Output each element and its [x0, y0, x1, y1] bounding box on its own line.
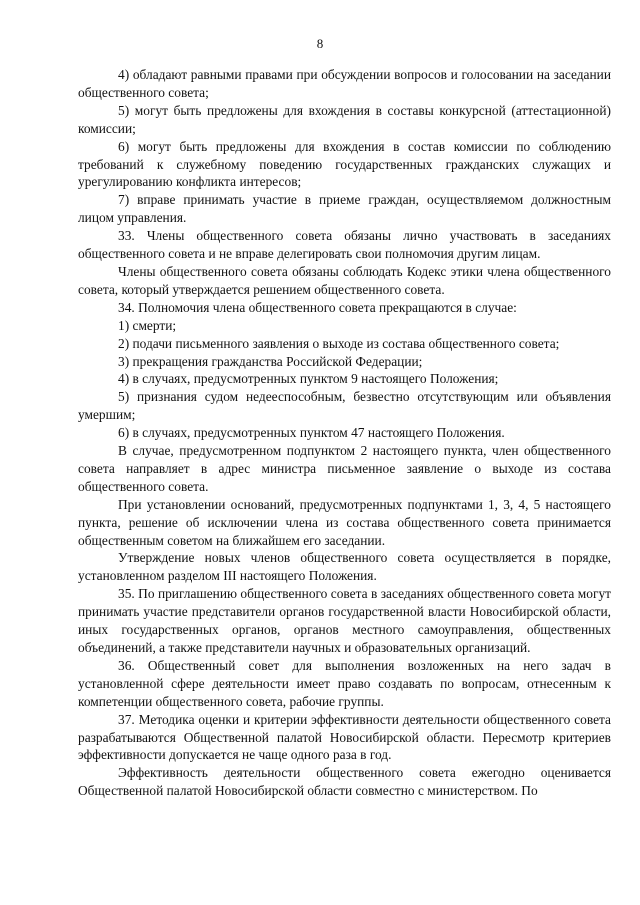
paragraph: Эффективность деятельности общественного совета ежегодно оценивается Общественной палатой Новосибирской области совместно с министерством. По	[78, 765, 611, 799]
paragraph: При установлении оснований, предусмотренных подпунктами 1, 3, 4, 5 настоящего пункта, решение об исключении члена из состава общественного совета принимается общественным советом на ближайшем его заседании.	[78, 496, 611, 548]
paragraph: 1) смерти;	[118, 317, 177, 333]
paragraph: 36. Общественный совет для выполнения возложенных на него задач в установленной сфере деятельности имеет право создавать по вопросам, отнесенным к компетенции общественного совета, рабочие группы.	[78, 657, 611, 709]
paragraph: Члены общественного совета обязаны соблюдать Кодекс этики члена общественного совета, который утверждается решением общественного совета.	[78, 263, 611, 297]
paragraph: Утверждение новых членов общественного совета осуществляется в порядке, установленном разделом III настоящего Положения.	[78, 550, 611, 584]
paragraph: 4) в случаях, предусмотренных пунктом 9 настоящего Положения;	[118, 371, 499, 387]
paragraph: В случае, предусмотренном подпунктом 2 настоящего пункта, член общественного совета направляет в адрес министра письменное заявление о выходе из состава общественного совета.	[78, 443, 611, 494]
paragraph: 7) вправе принимать участие в приеме граждан, осуществляемом должностным лицом управления.	[78, 192, 611, 226]
paragraph: 3) прекращения гражданства Российской Федерации;	[118, 353, 423, 369]
paragraph: 2) подачи письменного заявления о выходе из состава общественного совета;	[118, 335, 560, 351]
paragraph: 34. Полномочия члена общественного совета прекращаются в случае:	[118, 299, 517, 315]
paragraph: 5) признания судом недееспособным, безвестно отсутствующим или объявления умершим;	[78, 389, 611, 423]
paragraph: 33. Члены общественного совета обязаны лично участвовать в заседаниях общественного совета и не вправе делегировать свои полномочия другим лицам.	[78, 228, 611, 262]
paragraph: 6) в случаях, предусмотренных пунктом 47 настоящего Положения.	[118, 425, 505, 441]
paragraph: 6) могут быть предложены для вхождения в состав комиссии по соблюдению требований к служебному поведению государственных гражданских служащих и урегулированию конфликта интересов;	[78, 138, 611, 190]
paragraph: 5) могут быть предложены для вхождения в составы конкурсной (аттестационной) комиссии;	[78, 102, 611, 136]
page-number: 8	[316, 36, 324, 51]
document-body	[78, 66, 611, 800]
paragraph: 4) обладают равными правами при обсуждении вопросов и голосовании на заседании общественного совета;	[78, 67, 611, 100]
paragraph: 35. По приглашению общественного совета в заседаниях общественного совета могут принимать участие представители органов государственной власти Новосибирской области, иных государственных органов, органов местного самоуправления, общественных объединений, а также представители научных и образовательных организаций.	[78, 586, 611, 655]
paragraph: 37. Методика оценки и критерии эффективности деятельности общественного совета разрабатываются Общественной палатой Новосибирской области. Пересмотр критериев эффективности допускается не чаще одного раза в год.	[78, 711, 611, 763]
